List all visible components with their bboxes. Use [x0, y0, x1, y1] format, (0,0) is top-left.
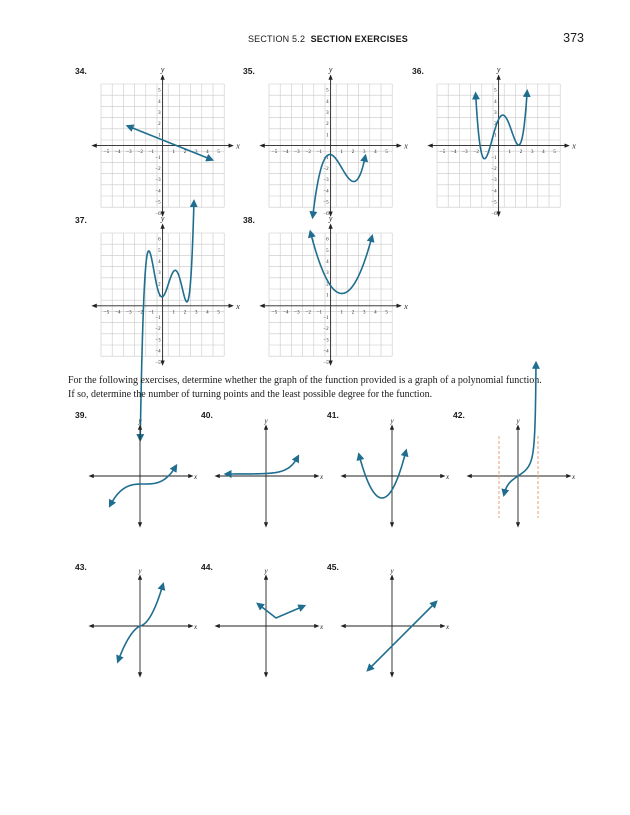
x-tick-label: 3 [530, 150, 534, 156]
y-axis-label: y [496, 65, 501, 74]
graph-45 [340, 568, 452, 680]
y-tick-label: −4 [323, 189, 329, 195]
y-tick-label: 4 [158, 260, 161, 265]
y-axis-label: y [328, 65, 333, 74]
exercise-number-43: 43. [75, 562, 87, 572]
y-tick-label: −1 [323, 155, 329, 161]
function-curve [368, 602, 436, 670]
graph-34 [90, 64, 240, 217]
y-tick-label: −6 [491, 211, 497, 217]
exercise-number-35: 35. [243, 66, 255, 76]
x-tick-label: −4 [451, 150, 457, 156]
x-tick-label: 5 [553, 150, 556, 156]
x-tick-label: 3 [194, 310, 198, 316]
y-tick-label: −4 [491, 189, 497, 195]
graph-35 [258, 64, 408, 217]
y-tick-label: −1 [155, 155, 161, 161]
graph-36 [426, 64, 576, 217]
y-tick-label: 1 [158, 293, 161, 299]
y-tick-label: −3 [323, 178, 329, 184]
x-tick-label: −2 [305, 310, 311, 316]
x-axis-label: x [194, 623, 198, 631]
y-tick-label: −1 [491, 155, 497, 161]
y-tick-label: 2 [158, 122, 161, 128]
y-tick-label: −5 [155, 360, 161, 366]
y-tick-label: 1 [158, 133, 161, 139]
y-tick-label: 5 [158, 248, 161, 254]
x-tick-label: −3 [126, 310, 132, 316]
x-tick-label: −1 [316, 310, 323, 316]
exercise-number-42: 42. [453, 410, 465, 420]
y-tick-label: −2 [491, 167, 497, 172]
x-tick-label: −2 [137, 150, 143, 156]
y-tick-label: 1 [326, 293, 329, 299]
y-tick-label: −2 [323, 327, 329, 333]
x-tick-label: −2 [137, 310, 143, 316]
x-tick-label: 2 [183, 310, 187, 316]
x-axis-label: x [236, 141, 240, 151]
y-tick-label: 6 [326, 237, 329, 243]
y-tick-label: 1 [494, 133, 497, 139]
y-tick-label: −6 [155, 211, 161, 217]
exercise-number-38: 38. [243, 215, 255, 225]
y-tick-label: 2 [158, 282, 161, 288]
x-tick-label: 5 [385, 310, 388, 316]
y-axis-label: y [160, 65, 165, 74]
x-tick-label: 3 [194, 150, 198, 156]
graph-40 [214, 418, 326, 530]
y-tick-label: −2 [323, 167, 329, 172]
graph-42 [466, 418, 578, 530]
section-heading: SECTION 5.2 SECTION EXERCISES [247, 34, 408, 44]
y-axis-label: y [138, 417, 142, 425]
y-tick-label: −1 [323, 316, 329, 321]
x-axis-label: x [194, 473, 198, 481]
x-axis-label: x [572, 473, 576, 481]
y-tick-label: 2 [326, 122, 329, 128]
x-tick-label: −3 [294, 310, 300, 316]
exercise-number-36: 36. [412, 66, 424, 76]
y-tick-label: 5 [494, 88, 497, 94]
x-tick-label: −3 [462, 150, 468, 156]
x-axis-label: x [446, 473, 450, 481]
x-tick-label: 2 [183, 150, 187, 156]
graph-44 [214, 568, 326, 680]
exercise-number-44: 44. [201, 562, 213, 572]
y-tick-label: −5 [155, 200, 161, 206]
x-tick-label: −1 [148, 310, 155, 316]
y-tick-label: 4 [326, 260, 329, 265]
y-tick-label: −4 [155, 349, 161, 355]
x-tick-label: 1 [340, 310, 344, 316]
y-tick-label: −5 [491, 200, 497, 206]
graph-43 [88, 568, 200, 680]
x-tick-label: 4 [206, 310, 209, 316]
y-tick-label: 3 [326, 271, 329, 277]
y-tick-label: −5 [323, 200, 329, 206]
x-tick-label: 5 [217, 310, 220, 316]
y-axis-label: y [264, 417, 268, 425]
function-curve [137, 202, 194, 440]
x-tick-label: 3 [362, 310, 366, 316]
section-title: SECTION EXERCISES [310, 34, 408, 44]
exercise-number-40: 40. [201, 410, 213, 420]
y-tick-label: 4 [326, 99, 329, 105]
y-tick-label: −5 [323, 360, 329, 366]
exercise-number-39: 39. [75, 410, 87, 420]
x-tick-label: −4 [115, 310, 121, 316]
x-axis-label: x [446, 623, 450, 631]
x-tick-label: 1 [340, 150, 344, 156]
x-tick-label: −4 [283, 150, 289, 156]
x-tick-label: −1 [148, 150, 155, 156]
y-tick-label: 5 [326, 248, 329, 254]
y-axis-label: y [138, 567, 142, 575]
x-tick-label: −4 [283, 310, 289, 316]
function-curve [258, 604, 304, 618]
exercise-instructions: For the following exercises, determine whether the graph of the function provided is a graph of a polynomial function. If so, determine the number of turning points and the least possible degree for the function. [68, 375, 542, 400]
y-tick-label: −3 [155, 338, 161, 344]
graph-39 [88, 418, 200, 530]
x-tick-label: −4 [115, 150, 121, 156]
graph-37 [90, 213, 240, 366]
y-tick-label: −2 [155, 167, 161, 172]
exercise-number-37: 37. [75, 215, 87, 225]
x-axis-label: x [320, 623, 324, 631]
exercise-number-45: 45. [327, 562, 339, 572]
function-curve [226, 457, 298, 474]
x-axis-label: x [320, 473, 324, 481]
function-curve [118, 584, 163, 661]
page-number: 373 [563, 31, 584, 45]
x-tick-label: 2 [351, 310, 355, 316]
x-tick-label: 4 [374, 310, 377, 316]
y-tick-label: 3 [158, 271, 161, 277]
x-tick-label: 1 [172, 150, 176, 156]
x-tick-label: 5 [385, 150, 388, 156]
page-header [0, 30, 630, 50]
y-tick-label: −3 [323, 338, 329, 344]
y-axis-label: y [160, 214, 165, 223]
x-tick-label: −3 [294, 150, 300, 156]
x-tick-label: 2 [351, 150, 355, 156]
y-tick-label: −6 [323, 211, 329, 217]
function-curve [313, 154, 366, 216]
y-axis-label: y [390, 567, 394, 575]
x-axis-label: x [404, 141, 408, 151]
x-axis-label: x [572, 141, 576, 151]
y-axis-label: y [390, 417, 394, 425]
x-tick-label: −2 [473, 150, 479, 156]
y-tick-label: −3 [491, 178, 497, 184]
y-tick-label: 6 [158, 237, 161, 243]
y-tick-label: −1 [155, 316, 161, 321]
y-tick-label: 3 [158, 111, 161, 116]
function-curve [473, 88, 528, 158]
x-tick-label: 2 [519, 150, 523, 156]
y-tick-label: 1 [326, 133, 329, 139]
y-tick-label: 3 [494, 111, 497, 116]
exercise-number-34: 34. [75, 66, 87, 76]
y-tick-label: −2 [155, 327, 161, 333]
x-tick-label: 3 [362, 150, 366, 156]
x-tick-label: −1 [316, 150, 323, 156]
function-curve [110, 466, 176, 506]
y-tick-label: 4 [158, 99, 161, 105]
y-axis-label: y [328, 214, 333, 223]
x-tick-label: −1 [484, 150, 491, 156]
y-tick-label: −4 [155, 189, 161, 195]
x-axis-label: x [236, 301, 240, 311]
graph-38 [258, 213, 408, 366]
x-tick-label: −5 [271, 150, 278, 156]
y-axis-label: y [516, 417, 520, 425]
function-curve [310, 232, 372, 293]
x-tick-label: 4 [542, 150, 545, 156]
y-tick-label: 5 [326, 88, 329, 94]
y-tick-label: −3 [155, 178, 161, 184]
x-tick-label: −5 [103, 310, 110, 316]
y-tick-label: −4 [323, 349, 329, 355]
x-tick-label: −3 [126, 150, 132, 156]
x-tick-label: 4 [374, 150, 377, 156]
graph-41 [340, 418, 452, 530]
x-tick-label: 1 [508, 150, 512, 156]
function-curve [359, 451, 406, 498]
x-tick-label: 1 [172, 310, 176, 316]
y-tick-label: 2 [326, 282, 329, 288]
x-tick-label: −5 [103, 150, 110, 156]
y-axis-label: y [264, 567, 268, 575]
y-tick-label: 2 [494, 122, 497, 128]
x-tick-label: −5 [271, 310, 278, 316]
x-tick-label: −2 [305, 150, 311, 156]
x-tick-label: 5 [217, 150, 220, 156]
x-axis-label: x [404, 301, 408, 311]
x-tick-label: −5 [439, 150, 446, 156]
x-tick-label: 4 [206, 150, 209, 156]
y-tick-label: 4 [494, 99, 497, 105]
y-tick-label: 5 [158, 88, 161, 94]
exercise-number-41: 41. [327, 410, 339, 420]
y-tick-label: 3 [326, 111, 329, 116]
